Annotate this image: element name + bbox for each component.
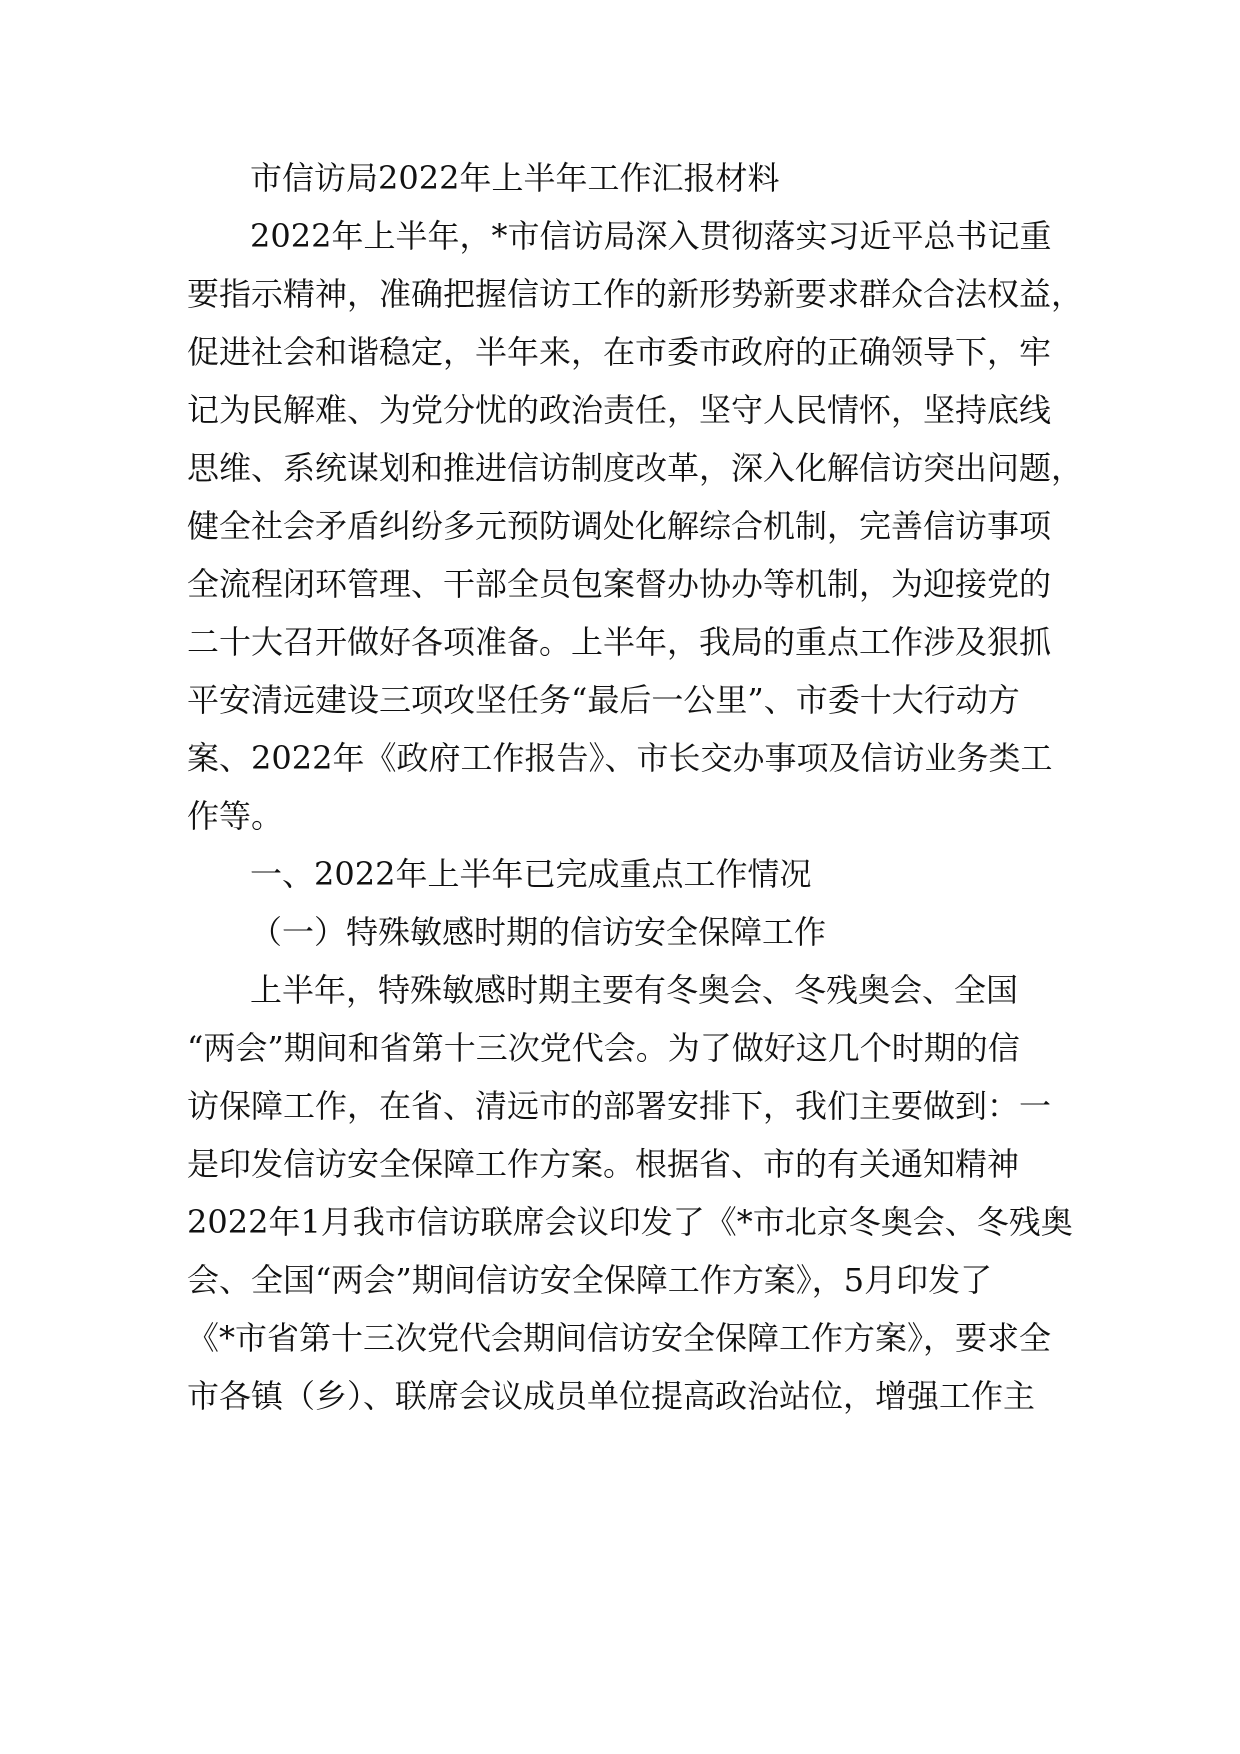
document-title: 市信访局2022年上半年工作汇报材料 [250,159,780,197]
paragraph-1-line: 2022年上半年，*市信访局深入贯彻落实习近平总书记重 [250,217,1052,255]
paragraph-1-line: 要指示精神，准确把握信访工作的新形势新要求群众合法权益， [187,275,1084,313]
paragraph-1-line: 二十大召开做好各项准备。上半年，我局的重点工作涉及狠抓 [187,623,1052,661]
paragraph-1-line: 健全社会矛盾纠纷多元预防调处化解综合机制，完善信访事项 [187,507,1052,545]
paragraph-1-line: 全流程闭环管理、干部全员包案督办协办等机制，为迎接党的 [187,565,1052,603]
paragraph-2-line: 市各镇（乡）、联席会议成员单位提高政治站位，增强工作主 [187,1377,1036,1415]
paragraph-2-line: 上半年，特殊敏感时期主要有冬奥会、冬残奥会、全国 [250,971,1019,1009]
subsection-heading: （一）特殊敏感时期的信访安全保障工作 [250,913,827,951]
paragraph-1-line: 平安清远建设三项攻坚任务“最后一公里”、市委十大行动方 [187,681,1020,719]
paragraph-2-line: 2022年1月我市信访联席会议印发了《*市北京冬奥会、冬残奥 [187,1203,1073,1241]
paragraph-1-line: 记为民解难、为党分忧的政治责任，坚守人民情怀，坚持底线 [187,391,1052,429]
paragraph-1-line: 促进社会和谐稳定，半年来，在市委市政府的正确领导下，牢 [187,333,1052,371]
paragraph-1-line: 作等。 [187,797,284,835]
paragraph-2-line: 会、全国“两会”期间信访安全保障工作方案》，5月印发了 [187,1261,993,1299]
paragraph-1-line: 案、2022年《政府工作报告》、市长交办事项及信访业务类工 [187,739,1053,777]
paragraph-1-line: 思维、系统谋划和推进信访制度改革，深入化解信访突出问题， [187,449,1084,487]
paragraph-2-line: 《*市省第十三次党代会期间信访安全保障工作方案》，要求全 [187,1319,1052,1357]
paragraph-2-line: 访保障工作，在省、清远市的部署安排下，我们主要做到：一 [187,1087,1052,1125]
section-heading: 一、2022年上半年已完成重点工作情况 [250,855,812,893]
paragraph-2-line: “两会”期间和省第十三次党代会。为了做好这几个时期的信 [187,1029,1020,1067]
paragraph-2-line: 是印发信访安全保障工作方案。根据省、市的有关通知精神 [187,1145,1020,1183]
